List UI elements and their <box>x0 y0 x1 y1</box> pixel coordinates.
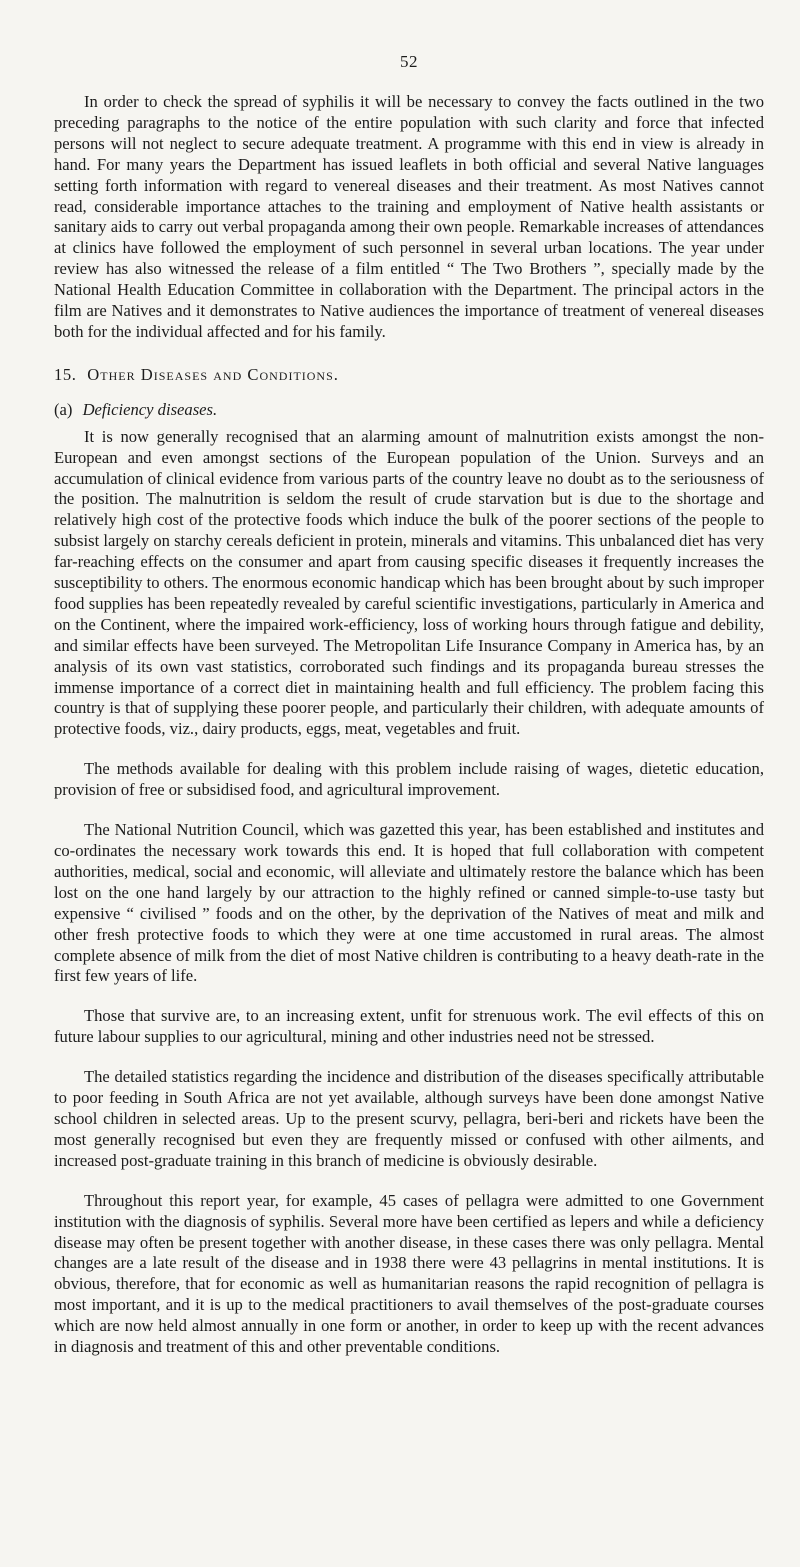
section-title: Other Diseases and Conditions. <box>87 364 339 384</box>
paragraph-methods: The methods available for dealing with this problem include raising of wages, dietetic education, provision of free or subsidised food, and agricultural improvement. <box>54 759 764 800</box>
section-number: 15. <box>54 364 77 384</box>
paragraph-malnutrition: It is now generally recognised that an alarming amount of malnutrition exists amongst the non-European and even amongst sections of the European population of the Union. Surveys and an accumulation of clinical evidence from various parts of the country leave no doubt as to the seriousness of the position. The malnutrition is seldom the result of crude starvation but is due to the shortage and relatively high cost of the protective foods which induce the bulk of the poorer sections of the people to subsist largely on starchy cereals deficient in protein, minerals and vitamins. This unbalanced diet has very far-reaching effects on the consumer and apart from causing specific diseases it frequently increases the susceptibility to others. The enormous economic handicap which has been brought about by such improper food supplies has been repeatedly revealed by careful scientific investigations, particularly in America and on the Continent, where the impaired work-efficiency, loss of working hours through fatigue and debility, and similar effects have been surveyed. The Metropolitan Life Insurance Company in America has, by an analysis of its own vast statistics, corroborated such findings and its propaganda bureau stresses the immense importance of a correct diet in maintaining health and full efficiency. The problem facing this country is that of supplying these poorer people, and particularly their children, with adequate amounts of protective foods, viz., dairy products, eggs, meat, vegetables and fruit. <box>54 426 764 739</box>
subsection-title: Deficiency diseases. <box>82 399 218 419</box>
section-heading <box>54 365 764 386</box>
paragraph-statistics: The detailed statistics regarding the incidence and distribution of the diseases specifically attributable to poor feeding in South Africa are not yet available, although surveys have been done amongst Native school children in selected areas. Up to the present scurvy, pellagra, beri-beri and rickets have been the most generally recognised but even they are frequently missed or confused with other ailments, and increased post-graduate training in this branch of medicine is obviously desirable. <box>54 1067 764 1170</box>
page-number: 52 <box>400 52 418 71</box>
paragraph-nutrition-council: The National Nutrition Council, which was gazetted this year, has been established and institutes and co-ordinates the necessary work towards this end. It is hoped that full collaboration with competent authorities, medical, social and economic, will alleviate and ultimately restore the balance which has been lost on the one hand largely by our attraction to the highly refined or canned simple-to-use tasty but expensive “ civilised ” foods and on the other, by the deprivation of the Natives of meat and milk and other fresh protective foods to which they were at one time accustomed in rural areas. The almost complete absence of milk from the diet of most Native children is contributing to a heavy death-rate in the first few years of life. <box>54 820 764 986</box>
subsection-heading <box>54 400 764 421</box>
paragraph-syphilis-programme: In order to check the spread of syphilis it will be necessary to convey the facts outlined in the two preceding paragraphs to the notice of the entire population with such clarity and force that infected persons will not neglect to secure adequate treatment. A programme with this end in view is already in hand. For many years the Department has issued leaflets in both official and several Native languages setting forth information with regard to venereal diseases and their treatment. As most Natives cannot read, considerable importance attaches to the training and employment of Native health assistants or sanitary aids to carry out verbal propaganda among their own people. Remarkable increases of attendances at clinics have followed the employment of such personnel in several urban locations. The year under review has also witnessed the release of a film entitled “ The Two Brothers ”, specially made by the National Health Education Committee in collaboration with the Department. The principal actors in the film are Natives and it demonstrates to Native audiences the importance of treatment of venereal diseases both for the individual affected and for his family. <box>54 92 764 341</box>
subsection-label: (a) <box>54 399 73 419</box>
paragraph-pellagra: Throughout this report year, for example, 45 cases of pellagra were admitted to one Government institution with the diagnosis of syphilis. Several more have been certified as lepers and while a deficiency disease may often be present together with another disease, in these cases there was only pellagra. Mental changes are a late result of the disease and in 1938 there were 43 pellagrins in mental institutions. It is obvious, therefore, that for economic as well as humanitarian reasons the rapid recognition of pellagra is most important, and it is up to the medical practitioners to avail themselves of the post-graduate courses which are now held almost annually in one form or another, in order to keep up with the recent advances in diagnosis and treatment of this and other preventable conditions. <box>54 1190 764 1357</box>
paragraph-labour-effects: Those that survive are, to an increasing extent, unfit for strenuous work. The evil effects of this on future labour supplies to our agricultural, mining and other industries need not be stressed. <box>54 1006 764 1047</box>
